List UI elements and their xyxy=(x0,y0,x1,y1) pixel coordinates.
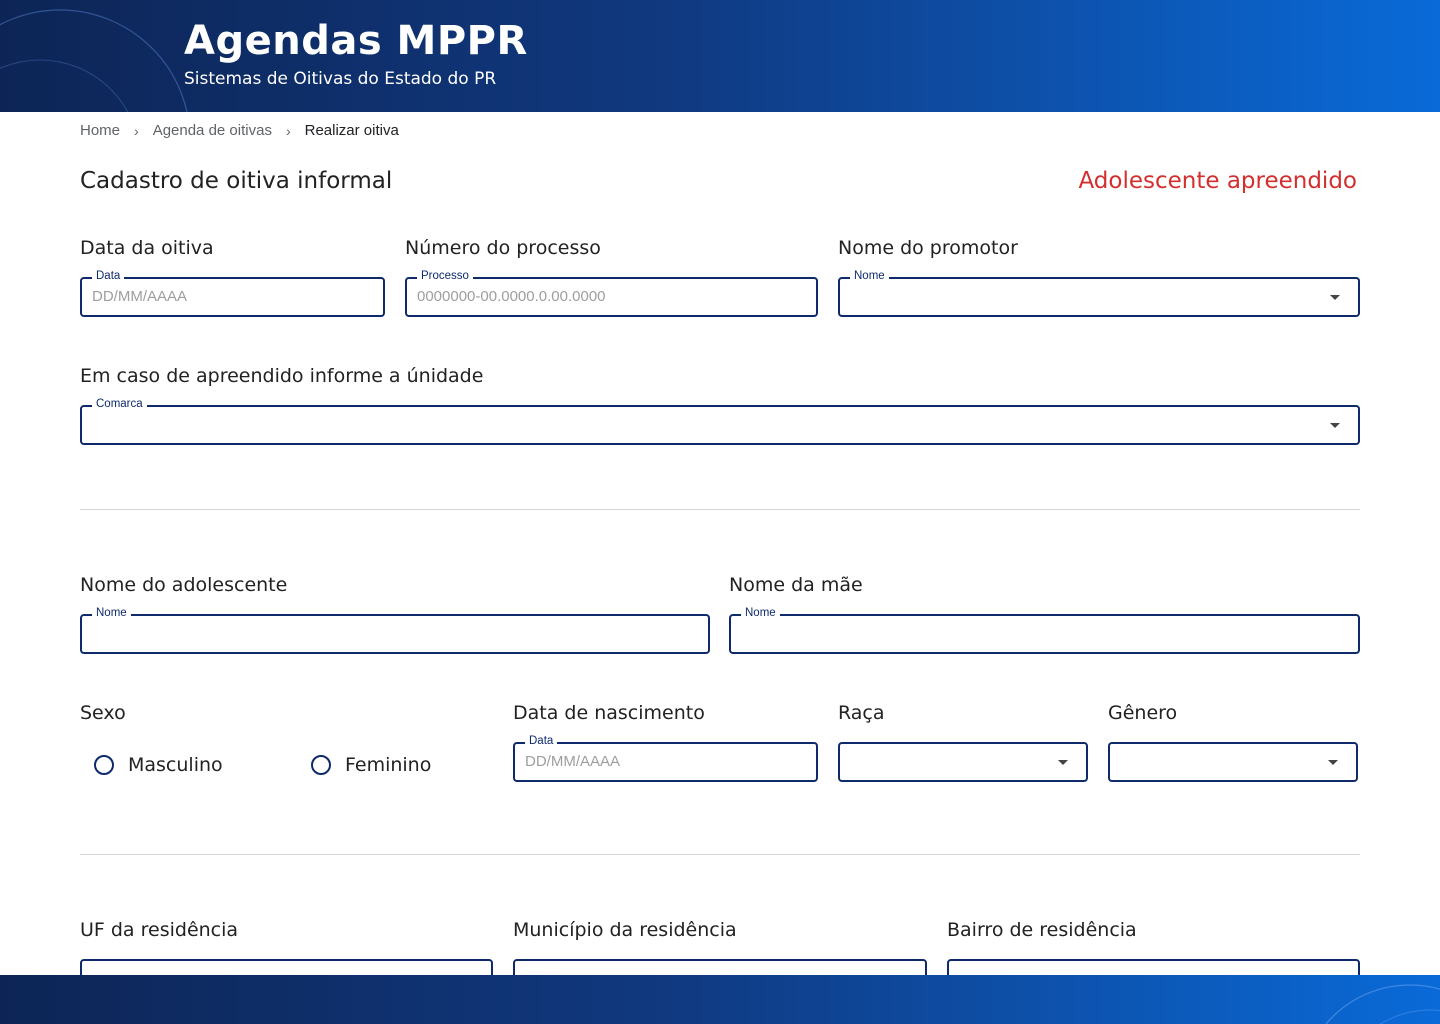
nome-promotor-legend: Nome xyxy=(850,269,889,283)
data-oitiva-input[interactable] xyxy=(80,270,385,317)
app-title: Agendas MPPR xyxy=(184,18,528,64)
chevron-down-icon[interactable] xyxy=(1058,760,1068,765)
chevron-down-icon[interactable] xyxy=(1330,295,1340,300)
comarca-select[interactable] xyxy=(80,398,1360,445)
data-oitiva-legend: Data xyxy=(92,269,124,283)
genero-select[interactable] xyxy=(1108,742,1358,782)
numero-processo-label: Número do processo xyxy=(405,237,601,259)
data-nascimento-label: Data de nascimento xyxy=(513,702,705,724)
app-header xyxy=(0,0,1440,112)
chevron-right-icon: › xyxy=(285,122,291,139)
bairro-residencia-label: Bairro de residência xyxy=(947,919,1137,941)
status-label: Adolescente apreendido xyxy=(1078,168,1357,194)
raca-label: Raça xyxy=(838,702,885,724)
comarca-legend: Comarca xyxy=(92,397,147,411)
numero-processo-placeholder: 0000000-00.0000.0.00.0000 xyxy=(417,288,606,305)
breadcrumb xyxy=(80,122,399,139)
raca-select[interactable] xyxy=(838,742,1088,782)
data-nascimento-placeholder: DD/MM/AAAA xyxy=(525,753,621,770)
footer-decoration xyxy=(1240,975,1440,1024)
breadcrumb-current: Realizar oitiva xyxy=(304,122,399,139)
radio-masculino-label: Masculino xyxy=(128,754,223,776)
radio-circle-icon[interactable] xyxy=(311,755,331,775)
chevron-down-icon[interactable] xyxy=(1330,423,1340,428)
nome-adolescente-label: Nome do adolescente xyxy=(80,574,288,596)
chevron-right-icon: › xyxy=(134,122,139,139)
unidade-label: Em caso de apreendido informe a únidade xyxy=(80,365,484,387)
data-oitiva-placeholder: DD/MM/AAAA xyxy=(92,288,188,305)
nome-mae-legend: Nome xyxy=(741,606,780,620)
numero-processo-input[interactable] xyxy=(405,270,818,317)
data-oitiva-label: Data da oitiva xyxy=(80,237,214,259)
section-divider xyxy=(80,854,1360,855)
app-footer xyxy=(0,975,1440,1024)
nome-mae-label: Nome da mãe xyxy=(729,574,863,596)
radio-circle-icon[interactable] xyxy=(94,755,114,775)
breadcrumb-home[interactable]: Home xyxy=(80,122,121,139)
page-title: Cadastro de oitiva informal xyxy=(80,168,393,194)
radio-feminino[interactable] xyxy=(311,754,431,776)
radio-feminino-label: Feminino xyxy=(345,754,432,776)
nome-adolescente-legend: Nome xyxy=(92,606,131,620)
uf-residencia-label: UF da residência xyxy=(80,919,239,941)
app-subtitle: Sistemas de Oitivas do Estado do PR xyxy=(184,69,497,89)
radio-masculino[interactable] xyxy=(94,754,223,776)
genero-label: Gênero xyxy=(1108,702,1178,724)
municipio-residencia-label: Município da residência xyxy=(513,919,737,941)
nome-promotor-label: Nome do promotor xyxy=(838,237,1018,259)
section-divider xyxy=(80,509,1360,510)
data-nascimento-input[interactable] xyxy=(513,735,818,782)
numero-processo-legend: Processo xyxy=(417,269,473,283)
data-nascimento-legend: Data xyxy=(525,734,557,748)
nome-adolescente-input[interactable] xyxy=(80,607,710,654)
breadcrumb-agenda[interactable]: Agenda de oitivas xyxy=(152,122,272,139)
nome-mae-input[interactable] xyxy=(729,607,1360,654)
nome-promotor-select[interactable] xyxy=(838,270,1360,317)
chevron-down-icon[interactable] xyxy=(1328,760,1338,765)
sexo-label: Sexo xyxy=(80,702,126,724)
